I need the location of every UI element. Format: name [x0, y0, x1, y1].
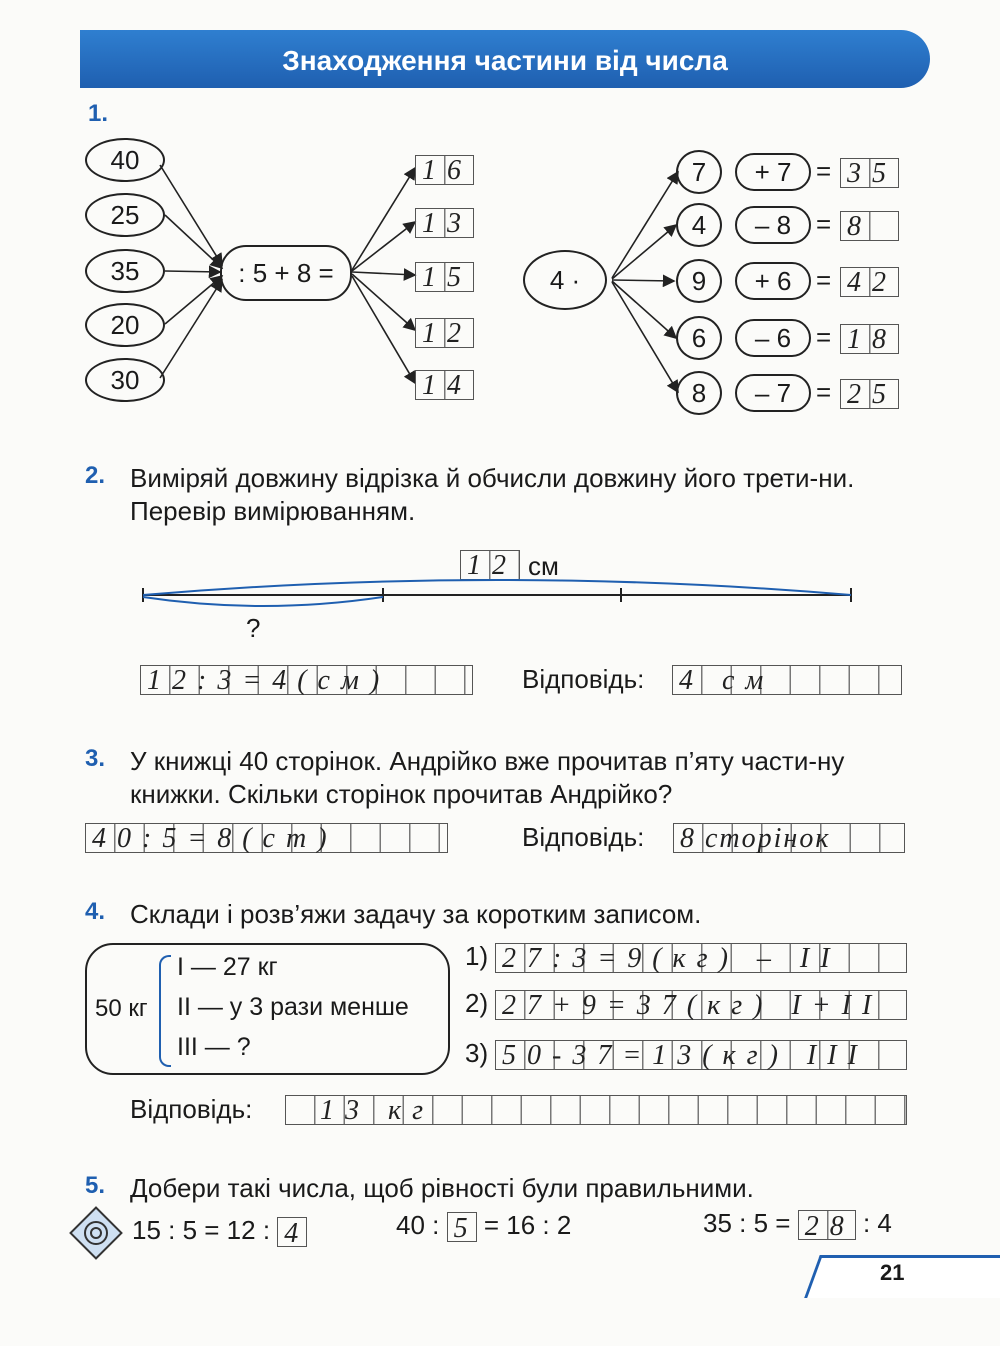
- equation-1: 15 : 5 = 12 : 4: [132, 1215, 310, 1250]
- page-number: 21: [880, 1260, 905, 1285]
- solution-row[interactable]: 12:3=4(см): [140, 665, 473, 695]
- exercise-3-number: 3.: [85, 745, 106, 772]
- result-cells[interactable]: 8: [840, 211, 899, 241]
- result-cells[interactable]: 25: [840, 379, 899, 409]
- total-weight: 50 кг: [95, 995, 148, 1022]
- result-cells[interactable]: 16: [415, 155, 474, 185]
- equals-sign: =: [816, 265, 832, 295]
- answer-row[interactable]: 4 см: [672, 665, 902, 695]
- notation-line-3: III — ?: [177, 1033, 251, 1061]
- operation-pill: – 6: [735, 319, 811, 357]
- equals-sign: =: [816, 209, 832, 239]
- input-number-oval: 30: [85, 358, 165, 402]
- result-cells[interactable]: 18: [840, 324, 899, 354]
- step-row[interactable]: 27+9=37(кг) I+II: [495, 990, 907, 1020]
- multiplier-circle: 9: [676, 259, 722, 303]
- length-input[interactable]: 12: [460, 550, 520, 580]
- step-label: 1): [465, 941, 489, 971]
- notation-line-1: I — 27 кг: [177, 953, 278, 981]
- result-cells[interactable]: 42: [840, 267, 899, 297]
- answer-row[interactable]: 8 сторінок: [673, 823, 905, 853]
- exercise-2-text: Виміряй довжину відрізка й обчисли довжину його трети-ни. Перевір вимірюванням.: [130, 463, 855, 526]
- equation-2: 40 : 5 = 16 : 2: [396, 1210, 572, 1245]
- input-number-oval: 35: [85, 249, 165, 293]
- operation-box: : 5 + 8 =: [220, 245, 352, 301]
- input-number-oval: 25: [85, 193, 165, 237]
- exercise-5-number: 5.: [85, 1172, 106, 1199]
- exercise-2-number: 2.: [85, 462, 106, 489]
- answer-cell[interactable]: 5: [447, 1212, 477, 1242]
- exercise-4-number: 4.: [85, 898, 106, 925]
- short-notation-box: [85, 943, 450, 1075]
- answer-label: Відповідь:: [130, 1094, 253, 1124]
- equals-sign: =: [816, 156, 832, 186]
- step-label: 2): [465, 988, 489, 1018]
- unknown-mark: ?: [246, 613, 261, 643]
- answer-label: Відповідь:: [522, 822, 645, 852]
- length-unit: см: [528, 551, 559, 581]
- step-row[interactable]: 50-37=13(кг) III: [495, 1040, 907, 1070]
- result-cells[interactable]: 13: [415, 208, 474, 238]
- equals-sign: =: [816, 377, 832, 407]
- answer-row[interactable]: 13 кг: [285, 1095, 907, 1125]
- operation-pill: – 8: [735, 206, 811, 244]
- equation-3: 35 : 5 = 28 : 4: [703, 1208, 892, 1243]
- solution-row[interactable]: 40:5=8(ст): [85, 823, 448, 853]
- multiplier-circle: 7: [676, 150, 722, 194]
- multiplier-circle: 4: [676, 203, 722, 247]
- answer-cell[interactable]: 4: [277, 1217, 307, 1247]
- multiplier-circle: 6: [676, 316, 722, 360]
- exercise-1-number: 1.: [88, 100, 109, 127]
- result-cells[interactable]: 14: [415, 370, 474, 400]
- answer-label: Відповідь:: [522, 664, 645, 694]
- start-value-oval: 4 ·: [523, 250, 607, 310]
- exercise-5-text: Добери такі числа, щоб рівності були правильними.: [130, 1173, 754, 1203]
- result-cells[interactable]: 15: [415, 262, 474, 292]
- answer-cell[interactable]: 28: [798, 1210, 856, 1240]
- equals-sign: =: [816, 322, 832, 352]
- exercise-4-text: Склади і розв’яжи задачу за коротким записом.: [130, 899, 702, 929]
- notation-line-2: II — у 3 рази менше: [177, 993, 409, 1021]
- segment-diagram: [130, 570, 870, 620]
- result-cells[interactable]: 12: [415, 318, 474, 348]
- input-number-oval: 40: [85, 138, 165, 182]
- page-title: Знаходження частини від числа: [80, 30, 930, 88]
- brace-icon: [159, 955, 171, 1067]
- step-label: 3): [465, 1038, 489, 1068]
- result-cells[interactable]: 35: [840, 158, 899, 188]
- difficulty-diamond-icon: [68, 1205, 124, 1261]
- step-row[interactable]: 27:3=9(кг) – II: [495, 943, 907, 973]
- multiplier-circle: 8: [676, 371, 722, 415]
- operation-pill: + 7: [735, 153, 811, 191]
- exercise-3-text: У книжці 40 сторінок. Андрійко вже прочитав п’яту части-ну книжки. Скільки сторінок прочитав Андрійко?: [130, 746, 845, 809]
- operation-pill: + 6: [735, 262, 811, 300]
- operation-pill: – 7: [735, 374, 811, 412]
- input-number-oval: 20: [85, 303, 165, 347]
